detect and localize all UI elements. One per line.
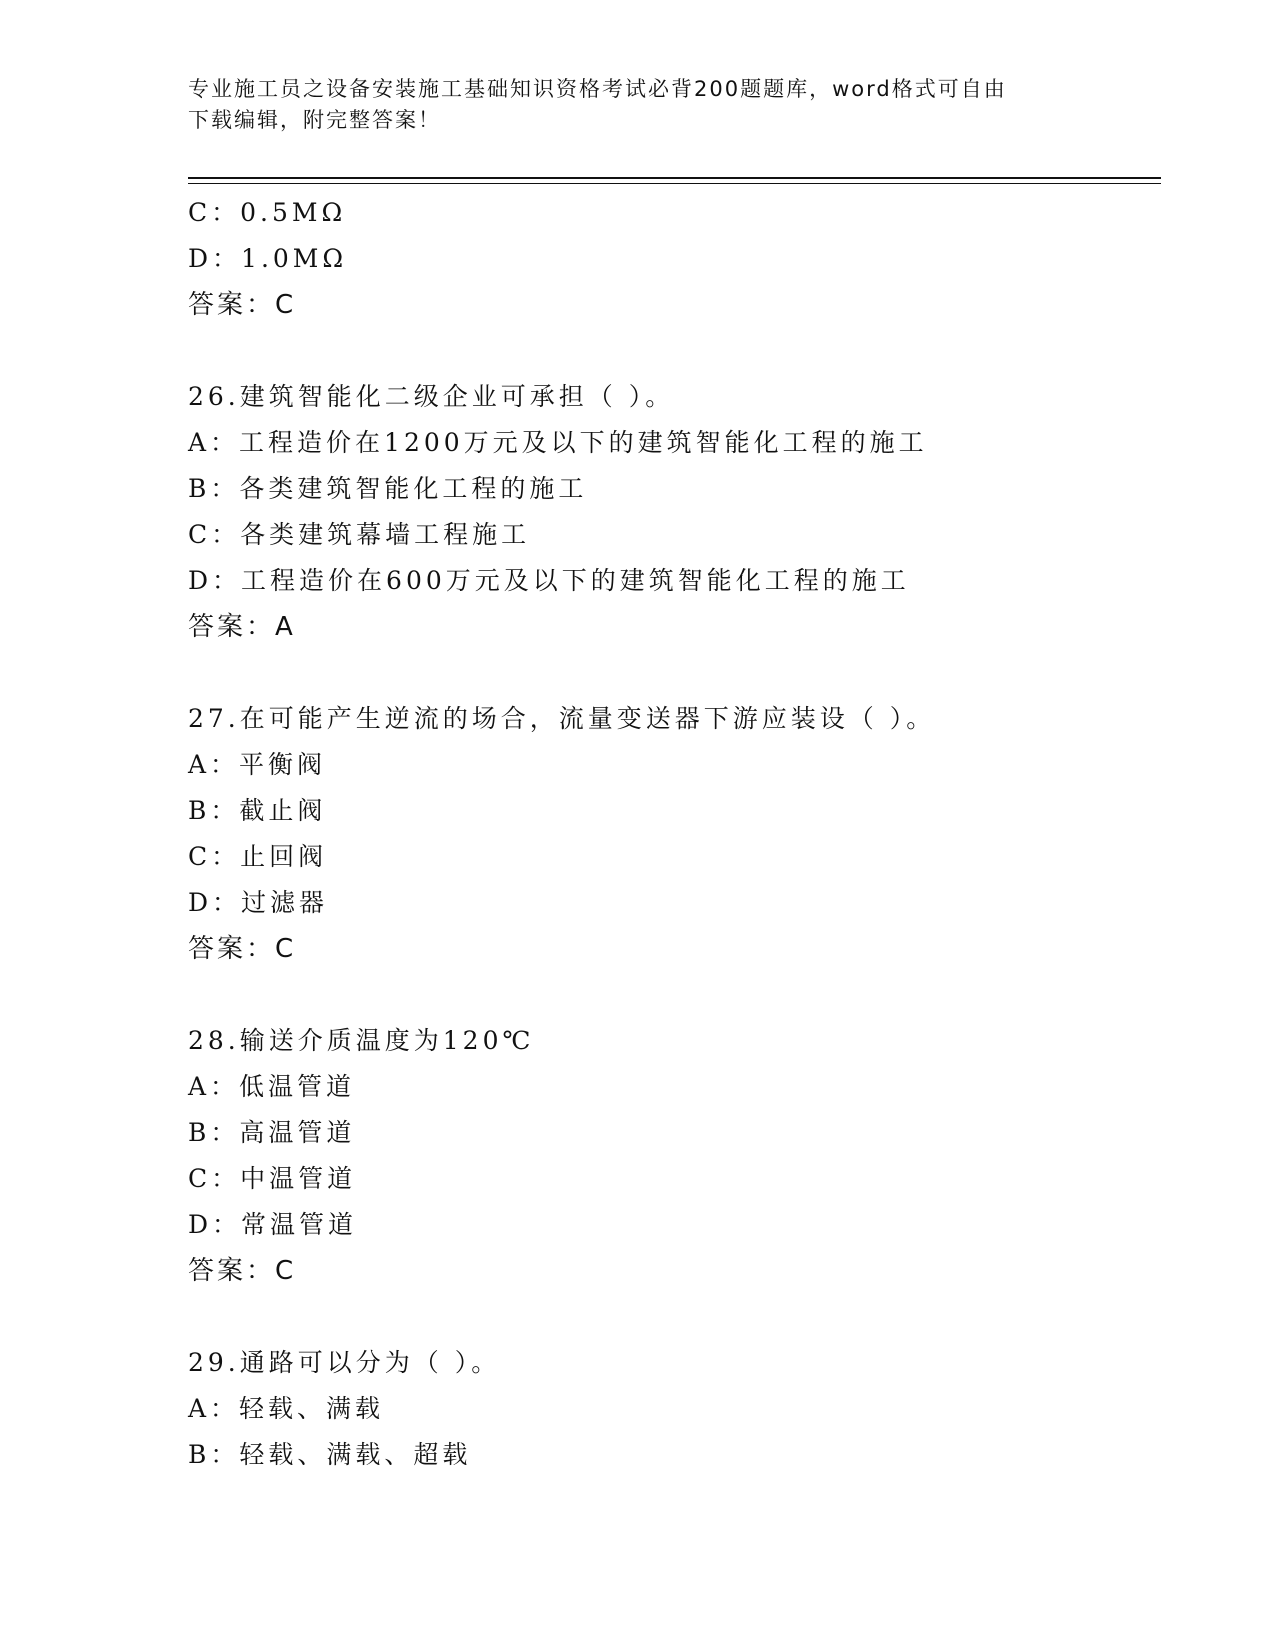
option-c: C：各类建筑幕墙工程施工	[188, 520, 531, 549]
option-b: B：截止阀	[188, 796, 327, 825]
header-divider-thin	[188, 183, 1161, 184]
answer-line: 答案：C	[188, 1256, 297, 1286]
question-26	[188, 374, 1161, 650]
option-a: A：低温管道	[188, 1072, 356, 1101]
page-header	[188, 74, 1068, 136]
header-title-line-1: 专业施工员之设备安装施工基础知识资格考试必背200题题库，word格式可自由	[188, 77, 1007, 101]
question-27	[188, 696, 1161, 972]
header-divider-thick	[188, 177, 1161, 179]
spacer	[188, 650, 1161, 696]
option-c: C：止回阀	[188, 842, 328, 871]
option-a: A：轻载、满载	[188, 1394, 385, 1423]
question-stem: 27.在可能产生逆流的场合，流量变送器下游应装设（ ）。	[188, 704, 936, 733]
header-title-line-2: 下载编辑，附完整答案！	[188, 108, 441, 132]
option-b: B：高温管道	[188, 1118, 356, 1147]
option-c: C：0.5MΩ	[188, 198, 347, 227]
option-d: D：常温管道	[188, 1210, 358, 1239]
option-b: B：轻载、满载、超载	[188, 1440, 472, 1469]
spacer	[188, 972, 1161, 1018]
question-28	[188, 1018, 1161, 1294]
question-25-continued	[188, 190, 1161, 328]
question-29	[188, 1340, 1161, 1478]
spacer	[188, 328, 1161, 374]
spacer	[188, 1294, 1161, 1340]
question-stem: 29.通路可以分为（ ）。	[188, 1348, 501, 1377]
answer-line: 答案：A	[188, 612, 296, 642]
option-c: C：中温管道	[188, 1164, 357, 1193]
option-a: A：平衡阀	[188, 750, 327, 779]
question-stem: 26.建筑智能化二级企业可承担（ ）。	[188, 382, 675, 411]
option-d: D：过滤器	[188, 888, 329, 917]
option-a: A：工程造价在1200万元及以下的建筑智能化工程的施工	[188, 428, 928, 457]
answer-line: 答案：C	[188, 290, 297, 320]
option-d: D：工程造价在600万元及以下的建筑智能化工程的施工	[188, 566, 910, 595]
option-d: D：1.0MΩ	[188, 244, 348, 273]
option-b: B：各类建筑智能化工程的施工	[188, 474, 588, 503]
question-list	[188, 190, 1161, 1478]
answer-line: 答案：C	[188, 934, 297, 964]
question-stem: 28.输送介质温度为120℃	[188, 1026, 535, 1055]
